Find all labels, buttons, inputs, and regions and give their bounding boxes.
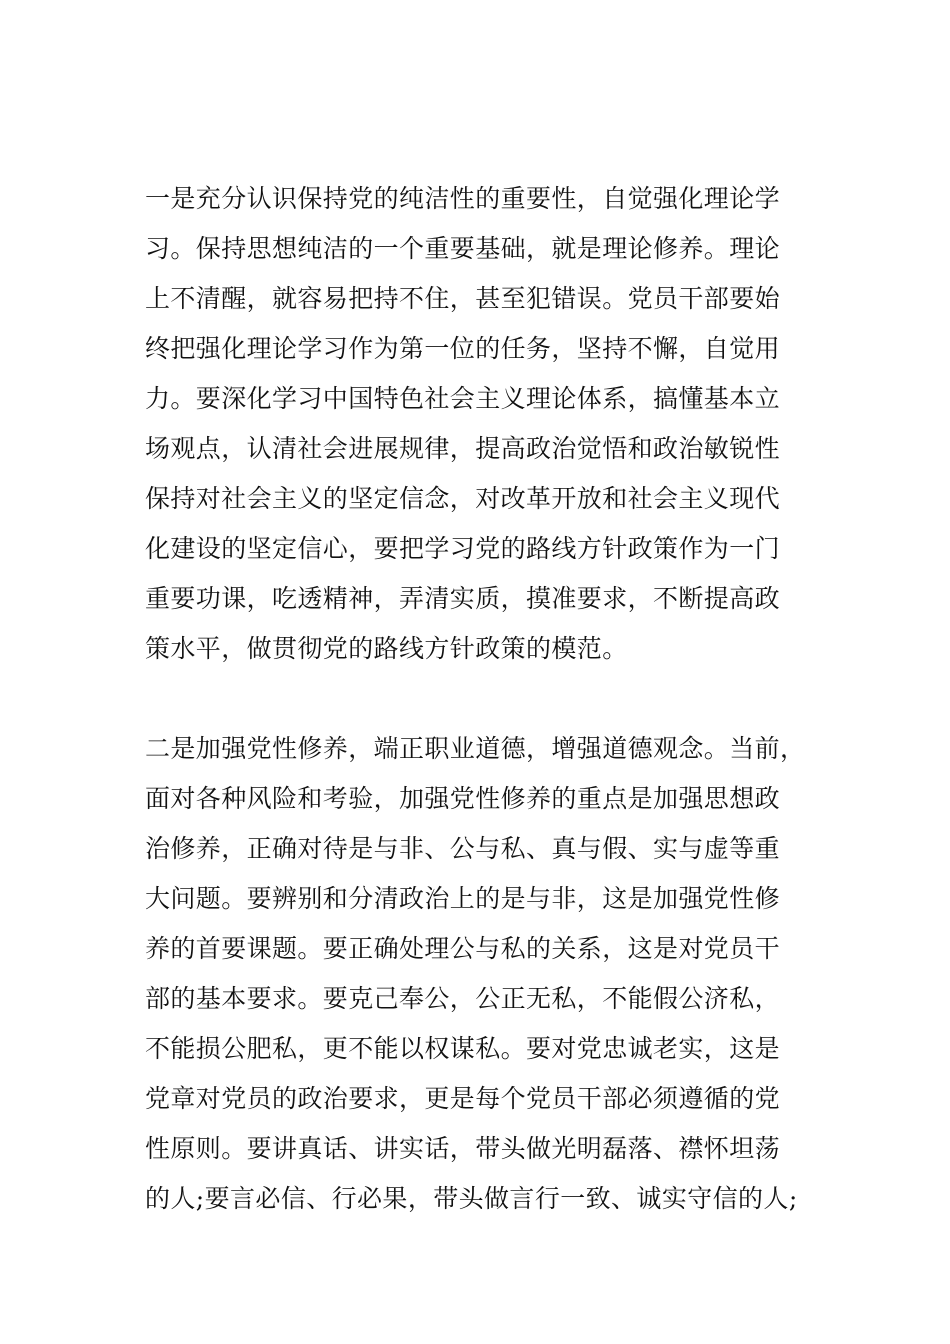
text-line: 部的基本要求。要克己奉公，公正无私，不能假公济私， [145, 984, 781, 1013]
text-line: 一是充分认识保持党的纯洁性的重要性，自觉强化理论学 [145, 184, 781, 213]
text-line: 终把强化理论学习作为第一位的任务，坚持不懈，自觉用 [145, 334, 781, 363]
text-line: 重要功课，吃透精神，弄清实质，摸准要求，不断提高政 [145, 584, 781, 613]
text-line: 不能损公肥私，更不能以权谋私。要对党忠诚老实，这是 [145, 1034, 781, 1063]
text-line: 策水平，做贯彻党的路线方针政策的模范。 [145, 634, 628, 663]
text-line: 养的首要课题。要正确处理公与私的关系，这是对党员干 [145, 934, 781, 963]
text-line: 化建设的坚定信心，要把学习党的路线方针政策作为一门 [145, 534, 781, 563]
text-line: 场观点，认清社会进展规律，提高政治觉悟和政治敏锐性 [145, 434, 781, 463]
text-line: 保持对社会主义的坚定信念，对改革开放和社会主义现代 [145, 484, 781, 513]
text-line: 习。保持思想纯洁的一个重要基础，就是理论修养。理论 [145, 234, 781, 263]
text-line: 治修养，正确对待是与非、公与私、真与假、实与虚等重 [145, 834, 781, 863]
text-line: 大问题。要辨别和分清政治上的是与非，这是加强党性修 [145, 884, 781, 913]
text-line: 力。要深化学习中国特色社会主义理论体系，搞懂基本立 [145, 384, 781, 413]
text-line: 二是加强党性修养，端正职业道德，增强道德观念。当前， [145, 734, 806, 763]
text-line: 面对各种风险和考验，加强党性修养的重点是加强思想政 [145, 784, 781, 813]
text-line: 上不清醒，就容易把持不住，甚至犯错误。党员干部要始 [145, 284, 781, 313]
text-line: 性原则。要讲真话、讲实话，带头做光明磊落、襟怀坦荡 [145, 1134, 781, 1163]
text-line: 党章对党员的政治要求，更是每个党员干部必须遵循的党 [145, 1084, 781, 1113]
text-line: 的人;要言必信、行必果，带头做言行一致、诚实守信的人; [145, 1184, 798, 1213]
